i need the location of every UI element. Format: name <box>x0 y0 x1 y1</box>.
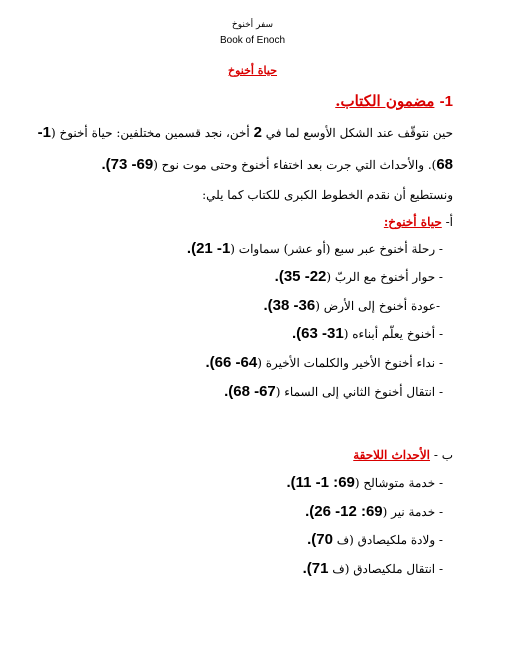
list-item: - ولادة ملكيصادق (ف 70). <box>307 531 443 548</box>
english-header-title: Book of Enoch <box>219 35 286 46</box>
list-item: - حوار أخنوخ مع الربّ (22- 35). <box>274 268 443 285</box>
list-item: - انتقال أخنوخ الثاني إلى السماء (67- 68). <box>224 383 443 400</box>
section-number: 1- <box>439 93 453 110</box>
section-heading <box>335 92 453 110</box>
main-title: حياة أخنوخ <box>227 64 278 77</box>
list-item: - خدمة نير (69: 12- 26). <box>305 503 443 520</box>
list-item: -عودة أخنوخ إلى الأرض (36- 38). <box>263 297 440 314</box>
list-item: - خدمة متوشالح (69: 1- 11). <box>286 474 443 491</box>
part-b-heading: ب - الأحداث اللاحقة <box>353 448 453 462</box>
arabic-header-title: سفر أخنوخ <box>231 20 274 30</box>
intro-line-2: 68). والأحداث التي جرت بعد اختفاء أخنوخ وحتى موت نوح (69- 73). <box>101 156 453 173</box>
intro-line-1: حين نتوقّف عند الشكل الأوسع لما في 2 أخن، نجد قسمين مختلفين: حياة أخنوخ (1- <box>37 124 453 141</box>
list-item: - رحلة أخنوخ عبر سبع (أو عشر) سماوات (1- 21). <box>186 240 443 257</box>
intro-line-3: ونستطيع أن نقدم الخطوط الكبرى للكتاب كما يلي: <box>202 188 453 202</box>
part-a-heading: أ- حياة أخنوخ: <box>383 215 453 229</box>
list-item: - أخنوخ يعلّم أبناءه (31- 63). <box>292 325 443 342</box>
section-label: مضمون الكتاب. <box>335 92 435 110</box>
list-item: - انتقال ملكيصادق (ف 71). <box>302 560 443 577</box>
list-item: - نداء أخنوخ الأخير والكلمات الأخيرة (64- 66). <box>205 354 443 371</box>
